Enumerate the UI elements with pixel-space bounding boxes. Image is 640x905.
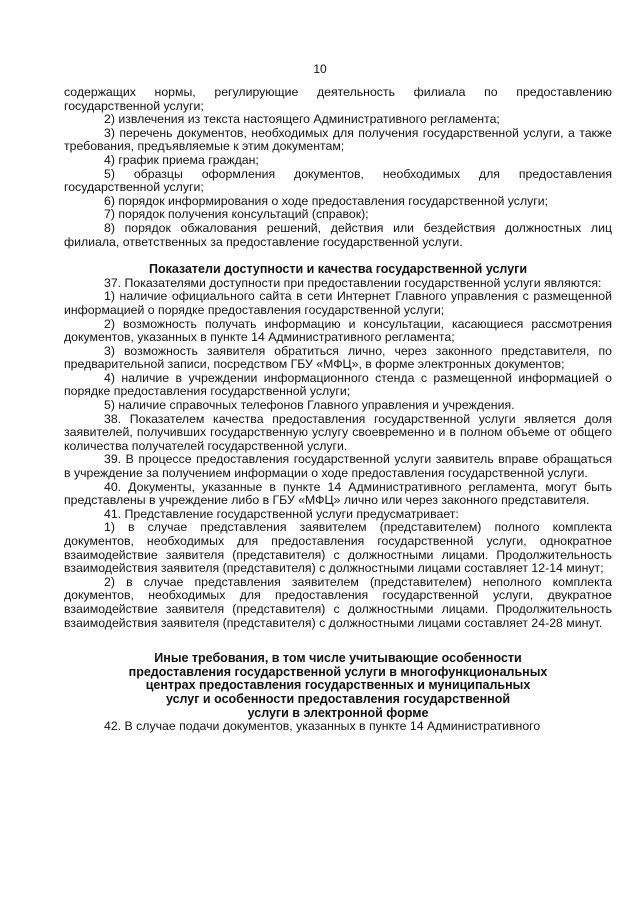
list-item-informing-procedure: 6) порядок информирования о ходе предоставления государственной услуги; xyxy=(104,193,549,208)
heading-line: услуги в электронной форме xyxy=(247,705,429,720)
paragraph-40: 40. Документы, указанные в пункте 14 Административного регламента, могут быть представлены в учреждение либо в ГБУ «МФЦ» лично или через законного представителя. xyxy=(64,479,612,508)
list-item-website: 1) наличие официального сайта в сети Интернет Главного управления с размещенной информацией о порядке предоставления государственной услуги; xyxy=(64,289,612,317)
section-heading-other-requirements xyxy=(64,652,612,720)
section-heading-accessibility: Показатели доступности и качества государственной услуги xyxy=(148,262,528,277)
heading-line: услуг и особенности предоставления государственной xyxy=(165,691,511,706)
page-number: 10 xyxy=(313,62,327,76)
list-item-phones: 5) наличие справочных телефонов Главного управления и учреждения. xyxy=(104,398,515,413)
list-item-documents-list: 3) перечень документов, необходимых для получения государственной услуги, а также требования, предъявляемые к этим документам; xyxy=(64,125,612,154)
list-item-appeal-procedure: 8) порядок обжалования решений, действия или бездействия должностных лиц филиала, ответственных за предоставление государственной услуги. xyxy=(64,220,612,249)
paragraph-continuation: содержащих нормы, регулирующие деятельность филиала по предоставлению государственной услуги; xyxy=(64,85,612,113)
list-item-information-access: 2) возможность получать информацию и консультации, касающиеся рассмотрения документов, указанных в пункте 14 Административного регламента; xyxy=(64,316,612,345)
list-item-info-stand: 4) наличие в учреждении информационного стенда с размещенной информацией о порядке предоставления государственной услуги; xyxy=(64,370,612,399)
paragraph-39: 39. В процессе предоставления государственной услуги заявитель вправе обращаться в учреждение за получением информации о ходе предоставления государственной услуги. xyxy=(64,452,612,481)
paragraph-37: 37. Показателями доступности при предоставлении государственной услуги являются: xyxy=(104,275,602,290)
document-body xyxy=(64,86,612,734)
heading-line: предоставления государственной услуги в многофункциональных xyxy=(128,664,548,679)
list-item-schedule: 4) график приема граждан; xyxy=(104,152,259,167)
list-item-incomplete-package: 2) в случае представления заявителем (представителем) неполного комплекта документов, необходимых для предоставления государственной услуги, двукратное взаимодействие заявителя (представителя) с должностными лицами. Продолжительность взаимодействия заявителя (представителя) с должностными лицами составляет 24-28 минут. xyxy=(64,574,612,630)
heading-line: Иные требования, в том числе учитывающие особенности xyxy=(154,651,522,666)
list-item-full-package: 1) в случае представления заявителем (представителем) полного комплекта документов, необходимых для предоставления государственной услуги, однократное взаимодействие заявителя (представителя) с должностными лицами. Продолжительность взаимодействия заявителя (представителя) с должностными лицами составляет 12-14 минут; xyxy=(64,520,612,576)
list-item-consultations: 7) порядок получения консультаций (справок); xyxy=(104,207,369,222)
paragraph-38: 38. Показателем качества предоставления государственной услуги является доля заявителей, получивших государственную услугу своевременно и в полном объеме от общего количества получателей государственной услуги. xyxy=(64,411,612,453)
paragraph-41: 41. Представление государственной услуги предусматривает: xyxy=(104,506,459,521)
list-item-form-samples: 5) образцы оформления документов, необходимых для предоставления государственной услуги; xyxy=(64,166,612,195)
list-item-personal-appeal: 3) возможность заявителя обратиться лично, через законного представителя, по предварительной записи, посредством ГБУ «МФЦ», в форме электронных документов; xyxy=(64,343,612,372)
paragraph-42: 42. В случае подачи документов, указанных в пункте 14 Административного xyxy=(104,719,541,734)
heading-line: центрах предоставления государственных и муниципальных xyxy=(145,678,531,693)
list-item-extracts: 2) извлечения из текста настоящего Административного регламента; xyxy=(104,112,500,127)
